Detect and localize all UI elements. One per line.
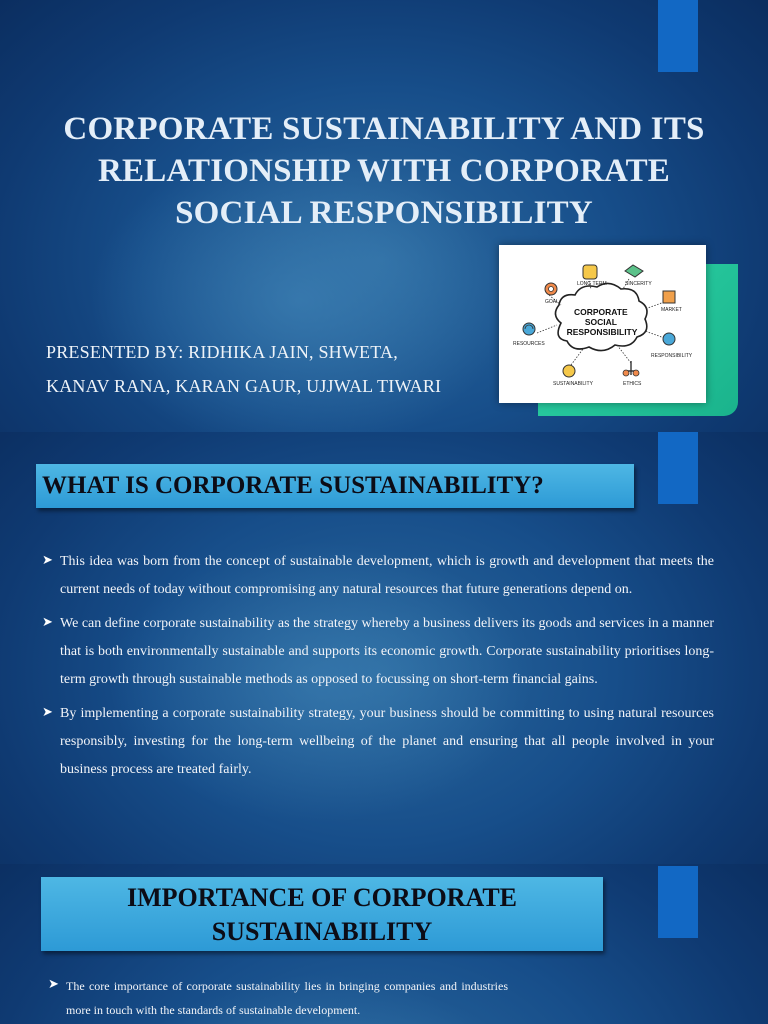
accent-bar bbox=[658, 0, 698, 72]
arrow-bullet-icon: ➤ bbox=[42, 704, 53, 719]
accent-bar bbox=[658, 432, 698, 504]
bullet-text: The core importance of corporate sustainability lies in bringing companies and industries more in touch with the standards of sustainable development. bbox=[66, 979, 508, 1017]
section-heading: WHAT IS CORPORATE SUSTAINABILITY? bbox=[36, 464, 634, 508]
arrow-bullet-icon: ➤ bbox=[42, 552, 53, 567]
bullet-text: By implementing a corporate sustainability strategy, your business should be committing to using natural resources responsibly, investing for the long-term wellbeing of the planet and ensuring that all people involved in your business process are treated fairly. bbox=[60, 706, 714, 777]
list-item bbox=[48, 974, 508, 1022]
sustainability-icon bbox=[563, 365, 575, 377]
diagram-label-sincerity: SINCERITY bbox=[625, 281, 652, 287]
ethics-icon bbox=[623, 361, 639, 376]
slide-title: CORPORATE SUSTAINABILITY AND ITS RELATIONSHIP WITH CORPORATE SOCIAL RESPONSIBILITY bbox=[63, 111, 705, 231]
goal-icon bbox=[545, 283, 557, 295]
responsibility-icon bbox=[663, 333, 675, 345]
title-slide bbox=[0, 0, 768, 432]
diagram-label-responsibility: RESPONSIBILITY bbox=[651, 353, 693, 359]
arrow-bullet-icon: ➤ bbox=[48, 976, 59, 991]
presenters-line-1: PRESENTED BY: RIDHIKA JAIN, SHWETA, bbox=[46, 342, 398, 362]
presenters-line-2: KANAV RANA, KARAN GAUR, UJJWAL TIWARI bbox=[46, 376, 442, 396]
definition-slide bbox=[0, 432, 768, 864]
diagram-label-goal: GOAL bbox=[545, 299, 559, 305]
diagram-label-sustainability: SUSTAINABILITY bbox=[553, 381, 593, 387]
diagram-label-resources: RESOURCES bbox=[513, 341, 545, 347]
list-item bbox=[42, 700, 714, 784]
bullet-list bbox=[48, 974, 508, 1024]
diagram-label-market: MARKET bbox=[661, 307, 682, 313]
arrow-bullet-icon: ➤ bbox=[42, 614, 53, 629]
market-icon bbox=[663, 291, 675, 303]
csr-diagram-image bbox=[499, 245, 706, 403]
long-term-icon bbox=[583, 265, 597, 279]
list-item bbox=[42, 610, 714, 694]
diagram-label-ethics: ETHICS bbox=[623, 381, 642, 387]
bullet-list bbox=[42, 548, 714, 790]
bullet-text: This idea was born from the concept of sustainable development, which is growth and development that meets the current needs of today without compromising any natural resources that future generations depend on. bbox=[60, 554, 714, 597]
bullet-text: We can define corporate sustainability as the strategy whereby a business delivers its goods and services in a manner that is both environmentally sustainable and supports its economic growth. Corporate sustainability prioritises long-term growth through sustainable methods as opposed to focussing on short-term financial gains. bbox=[60, 616, 714, 687]
resources-icon bbox=[523, 323, 535, 335]
diagram-label-long-term: LONG TERM bbox=[577, 281, 607, 287]
importance-slide bbox=[0, 864, 768, 1024]
cloud-label: CORPORATE SOCIAL RESPONSIBILITY bbox=[566, 307, 638, 337]
accent-bar bbox=[658, 866, 698, 938]
sincerity-icon bbox=[625, 265, 643, 277]
section-heading: IMPORTANCE OF CORPORATE SUSTAINABILITY bbox=[41, 877, 603, 951]
csr-diagram bbox=[499, 245, 706, 403]
list-item bbox=[42, 548, 714, 604]
